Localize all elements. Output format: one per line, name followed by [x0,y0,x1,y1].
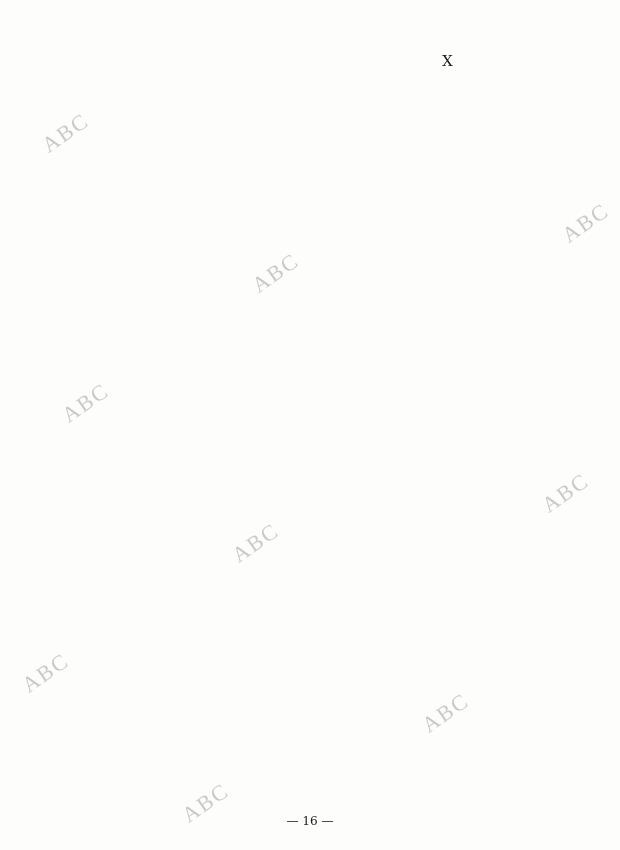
text-columns [64,44,568,790]
page-number: — 16 — [286,814,334,828]
abc-watermark: ABC [557,197,614,248]
section-heading: X [442,52,453,70]
abc-watermark: ABC [177,777,234,828]
abc-watermark: ABC [247,247,304,298]
abc-watermark: ABC [417,687,474,738]
abc-watermark: ABC [57,377,114,428]
abc-watermark: ABC [37,107,94,158]
abc-watermark: ABC [537,467,594,518]
right-column [327,44,568,790]
abc-watermark: ABC [17,647,74,698]
left-column [64,44,305,790]
abc-watermark: ABC [227,517,284,568]
